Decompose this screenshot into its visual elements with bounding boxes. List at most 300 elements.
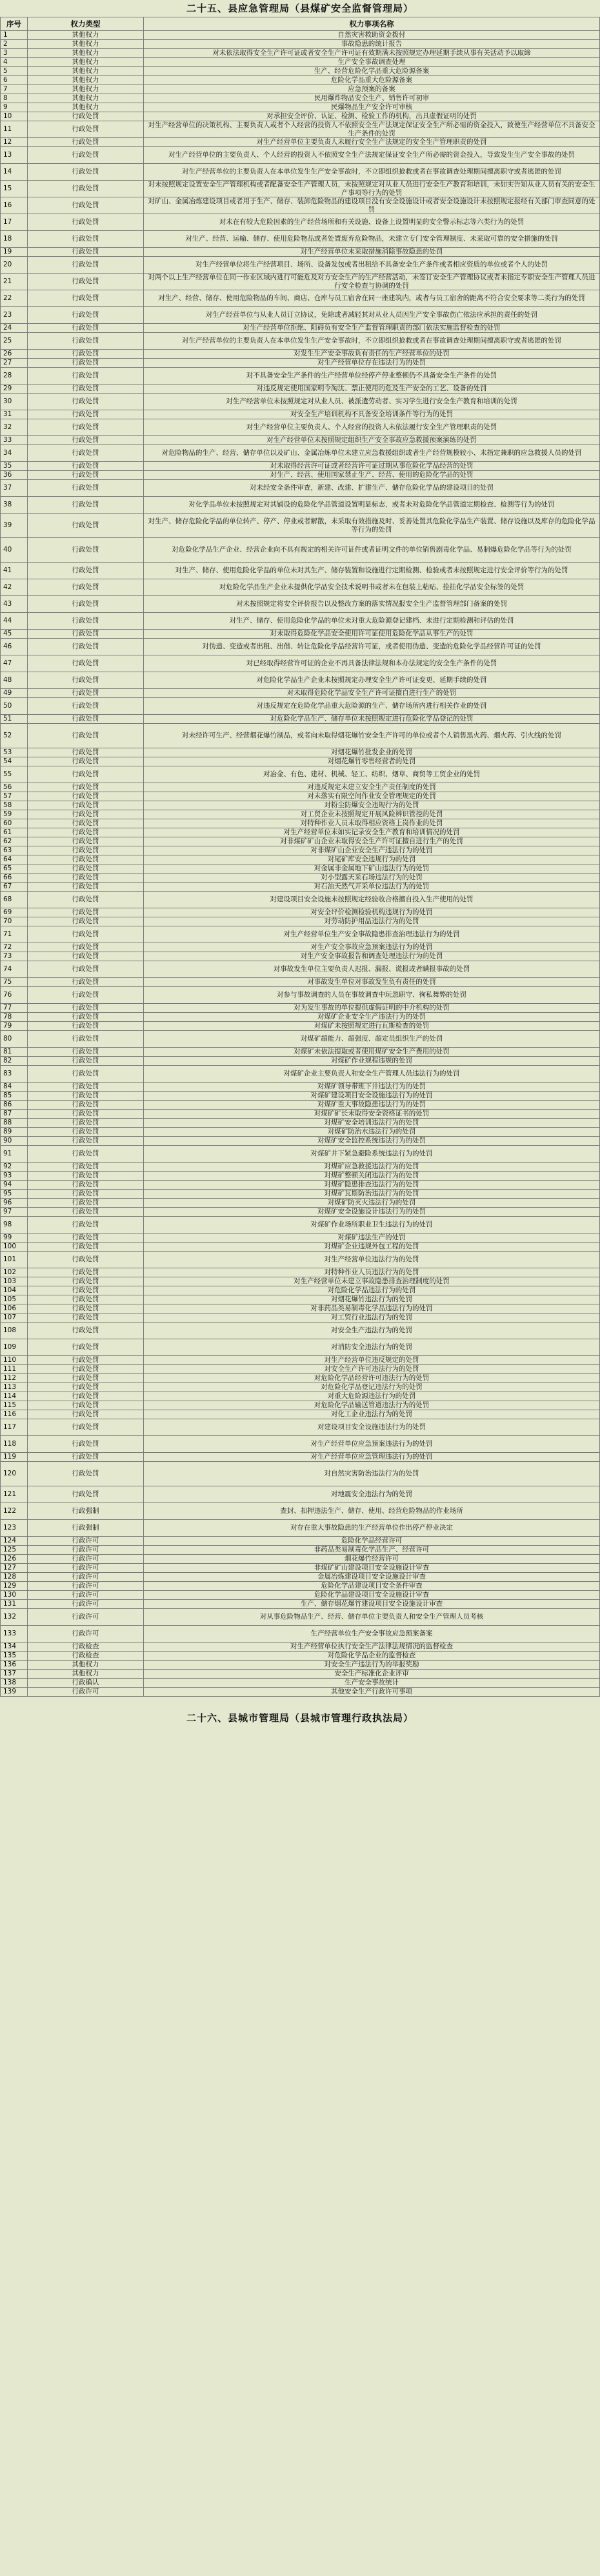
row-index: 113 (1, 1383, 28, 1392)
row-item-name: 对建设项目安全设施未按照规定经验收合格擅自投入生产使用的处罚 (144, 892, 600, 908)
row-item-name: 对煤矿安全监控系统违法行为的处罚 (144, 1137, 600, 1146)
row-power-type: 行政处罚 (28, 1410, 144, 1419)
row-item-name: 对生产经营单位的主要负责人在本单位发生生产安全事故时，不立即组织抢救或者在事故调查处理期间擅离职守或者逃匿的处罚 (144, 164, 600, 181)
row-power-type: 行政处罚 (28, 538, 144, 563)
table-row (1, 1564, 600, 1573)
row-power-type: 行政处罚 (28, 1101, 144, 1110)
table-row (1, 1101, 600, 1110)
row-power-type: 行政处罚 (28, 333, 144, 350)
row-item-name: 对重大危险源违法行为的处罚 (144, 1392, 600, 1401)
row-item-name: 对未在有较大危险因素的生产经营场所和有关设施、设备上设置明显的安全警示标志等六类行为的处罚 (144, 214, 600, 231)
row-item-name: 对危险化学品违法行为的处罚 (144, 1286, 600, 1295)
row-power-type: 行政处罚 (28, 1243, 144, 1252)
row-item-name: 对特种作业人员未取得相应资格上岗作业的处罚 (144, 819, 600, 828)
row-index: 85 (1, 1092, 28, 1101)
row-item-name: 对煤矿重大事故隐患违法行为的处罚 (144, 1101, 600, 1110)
row-index: 18 (1, 231, 28, 248)
row-power-type: 行政处罚 (28, 1295, 144, 1304)
table-row (1, 672, 600, 689)
row-item-name: 对从事危险物品生产、经营、储存单位主要负责人和安全生产管理人员考核 (144, 1609, 600, 1626)
row-index: 80 (1, 1031, 28, 1048)
table-row (1, 1642, 600, 1652)
row-item-name: 非煤矿矿山建设项目安全设施设计审查 (144, 1564, 600, 1573)
row-index: 43 (1, 596, 28, 613)
row-item-name: 事故隐患的统计报告 (144, 40, 600, 49)
row-index: 25 (1, 333, 28, 350)
row-item-name: 对未取得经营许可证或者经营许可证过期从事危险化学品经营的处罚 (144, 462, 600, 471)
row-item-name: 对生产经营单位应急管理违法行为的处罚 (144, 1453, 600, 1462)
row-item-name: 对生产经营单位违反规定的处罚 (144, 1356, 600, 1365)
row-power-type: 行政处罚 (28, 1181, 144, 1190)
row-index: 106 (1, 1304, 28, 1313)
table-row (1, 1057, 600, 1066)
row-power-type: 行政处罚 (28, 1083, 144, 1092)
row-item-name: 对生产安全事故应急预案违法行为的处罚 (144, 943, 600, 952)
row-index: 7 (1, 85, 28, 94)
row-index: 40 (1, 538, 28, 563)
row-index: 92 (1, 1163, 28, 1172)
row-power-type: 其他权力 (28, 103, 144, 112)
row-power-type: 行政处罚 (28, 290, 144, 307)
row-index: 44 (1, 613, 28, 630)
row-power-type: 行政处罚 (28, 1190, 144, 1199)
row-item-name: 对危险化学品生产企业、经营企业向不具有规定的相关许可证件或者证明文件的单位销售剧毒化学品、易制爆危险化学品等行为的处罚 (144, 538, 600, 563)
row-power-type: 行政处罚 (28, 908, 144, 917)
row-index: 90 (1, 1137, 28, 1146)
table-row (1, 613, 600, 630)
row-item-name: 查封、扣押违法生产、储存、使用、经营危险物品的作业场所 (144, 1503, 600, 1520)
row-index: 68 (1, 892, 28, 908)
row-index: 76 (1, 987, 28, 1004)
row-power-type: 行政处罚 (28, 596, 144, 613)
table-row (1, 1591, 600, 1600)
table-row (1, 917, 600, 926)
table-row (1, 1582, 600, 1591)
row-power-type: 行政处罚 (28, 1277, 144, 1286)
row-index: 9 (1, 103, 28, 112)
row-index: 71 (1, 926, 28, 943)
row-item-name: 对劳动防护用品违法行为的处罚 (144, 917, 600, 926)
row-index: 102 (1, 1268, 28, 1277)
row-power-type: 行政许可 (28, 1582, 144, 1591)
row-index: 135 (1, 1652, 28, 1661)
row-power-type: 行政处罚 (28, 1453, 144, 1462)
row-index: 98 (1, 1217, 28, 1233)
row-index: 56 (1, 783, 28, 792)
row-index: 67 (1, 883, 28, 892)
row-power-type: 行政处罚 (28, 783, 144, 792)
row-index: 94 (1, 1181, 28, 1190)
row-power-type: 行政处罚 (28, 1066, 144, 1083)
row-item-name: 对煤矿未按照规定进行瓦斯检查的处罚 (144, 1022, 600, 1031)
row-index: 82 (1, 1057, 28, 1066)
row-power-type: 行政处罚 (28, 672, 144, 689)
row-power-type: 其他权力 (28, 58, 144, 67)
row-item-name: 对生产经营单位未采取措施消除事故隐患的处罚 (144, 248, 600, 257)
row-power-type: 行政处罚 (28, 1048, 144, 1057)
row-index: 110 (1, 1356, 28, 1365)
row-item-name: 非药品类易制毒化学品生产、经营许可 (144, 1546, 600, 1555)
table-row (1, 1233, 600, 1243)
row-power-type: 行政处罚 (28, 1137, 144, 1146)
row-power-type: 行政处罚 (28, 164, 144, 181)
row-index: 74 (1, 961, 28, 978)
table-row (1, 1555, 600, 1564)
row-power-type: 行政处罚 (28, 419, 144, 436)
row-item-name: 对生产经营单位未如实记录安全生产教育和培训情况的处罚 (144, 828, 600, 837)
row-power-type: 行政许可 (28, 1600, 144, 1609)
row-power-type: 行政处罚 (28, 394, 144, 410)
row-power-type: 行政处罚 (28, 436, 144, 445)
row-power-type: 行政处罚 (28, 138, 144, 147)
table-row (1, 1128, 600, 1137)
row-index: 6 (1, 76, 28, 85)
table-row (1, 1626, 600, 1642)
row-power-type: 行政处罚 (28, 1419, 144, 1436)
section-title: 二十五、县应急管理局（县煤矿安全监督管理局） (186, 3, 414, 14)
row-index: 26 (1, 350, 28, 359)
row-index: 41 (1, 563, 28, 579)
row-item-name: 对生产、储存危险化学品的单位转产、停产、停业或者解散，未采取有效措施及时、妥善处置其危险化学品生产装置、储存设施以及库存的危险化学品等行为的处罚 (144, 514, 600, 538)
row-index: 104 (1, 1286, 28, 1295)
row-index: 52 (1, 724, 28, 748)
row-index: 54 (1, 757, 28, 766)
row-power-type: 行政处罚 (28, 1057, 144, 1066)
row-power-type: 行政处罚 (28, 639, 144, 655)
row-index: 117 (1, 1419, 28, 1436)
table-row (1, 164, 600, 181)
row-index: 58 (1, 801, 28, 810)
row-item-name: 对危险化学品登记违法行为的处罚 (144, 1383, 600, 1392)
row-item-name: 对生产安全事故报告和调查处理违法行为的处罚 (144, 952, 600, 961)
table-row (1, 810, 600, 819)
row-item-name: 对生产经营单位主要负责人、个人经营的投资人未依法履行安全生产管理职责的处罚 (144, 419, 600, 436)
row-power-type: 行政处罚 (28, 1022, 144, 1031)
table-row (1, 324, 600, 333)
row-item-name: 对为发生事故的单位提供虚假证明的中介机构的处罚 (144, 1004, 600, 1013)
row-power-type: 行政处罚 (28, 497, 144, 514)
table-row (1, 1031, 600, 1048)
row-index: 139 (1, 1688, 28, 1697)
row-item-name: 对生产、储存、使用危险化学品的单位未对重大危险源登记建档、未进行定期检测和评估的处罚 (144, 613, 600, 630)
row-index: 111 (1, 1365, 28, 1374)
row-power-type: 行政处罚 (28, 197, 144, 214)
row-index: 108 (1, 1323, 28, 1339)
row-index: 126 (1, 1555, 28, 1564)
row-item-name: 对化工企业违法行为的处罚 (144, 1410, 600, 1419)
row-item-name: 对煤矿安全培训违法行为的处罚 (144, 1119, 600, 1128)
row-power-type: 行政处罚 (28, 1163, 144, 1172)
row-power-type: 行政处罚 (28, 792, 144, 801)
row-item-name: 对生产、经营、储存、使用危险物品的车间、商店、仓库与员工宿舍在同一座建筑内，或者与员工宿舍的距离不符合安全要求等二类行为的处罚 (144, 290, 600, 307)
row-index: 61 (1, 828, 28, 837)
table-row (1, 1339, 600, 1356)
row-index: 66 (1, 874, 28, 883)
row-index: 109 (1, 1339, 28, 1356)
row-power-type: 行政许可 (28, 1688, 144, 1697)
row-power-type: 行政处罚 (28, 1172, 144, 1181)
table-row (1, 1520, 600, 1537)
row-power-type: 其他权力 (28, 1661, 144, 1670)
row-index: 116 (1, 1410, 28, 1419)
row-index: 73 (1, 952, 28, 961)
row-item-name: 对石油天然气开采单位违法行为的处罚 (144, 883, 600, 892)
table-row (1, 121, 600, 138)
row-power-type: 行政处罚 (28, 1110, 144, 1119)
row-power-type: 行政处罚 (28, 231, 144, 248)
row-power-type: 行政强制 (28, 1503, 144, 1520)
table-row (1, 1190, 600, 1199)
row-power-type: 行政处罚 (28, 274, 144, 290)
row-item-name: 对生产经营单位拒绝、阻碍负有安全生产监督管理职责的部门依法实施监督检查的处罚 (144, 324, 600, 333)
table-row (1, 1383, 600, 1392)
row-index: 128 (1, 1573, 28, 1582)
row-index: 24 (1, 324, 28, 333)
row-index: 91 (1, 1146, 28, 1163)
table-row (1, 359, 600, 368)
row-power-type: 其他权力 (28, 40, 144, 49)
row-index: 136 (1, 1661, 28, 1670)
row-power-type: 行政处罚 (28, 943, 144, 952)
row-index: 129 (1, 1582, 28, 1591)
row-index: 79 (1, 1022, 28, 1031)
row-item-name: 对煤矿未依法提取或者使用煤矿安全生产费用的处罚 (144, 1048, 600, 1057)
row-index: 123 (1, 1520, 28, 1537)
row-index: 4 (1, 58, 28, 67)
row-item-name: 对烟花爆竹违法行为的处罚 (144, 1295, 600, 1304)
table-row (1, 655, 600, 672)
row-power-type: 行政处罚 (28, 462, 144, 471)
row-power-type: 行政处罚 (28, 978, 144, 987)
table-row (1, 1313, 600, 1323)
row-item-name: 对生产经营单位的主要负责人、个人经营的投资人不依照安全生产法规定保证安全生产所必需的资金投入，导致发生生产安全事故的处罚 (144, 147, 600, 164)
table-row (1, 1066, 600, 1083)
row-index: 124 (1, 1537, 28, 1546)
table-row (1, 497, 600, 514)
row-item-name: 对生产经营单位与从业人员订立协议，免除或者减轻其对从业人员因生产安全事故伤亡依法应承担的责任的处罚 (144, 307, 600, 324)
row-item-name: 对危险化学品生产企业未按照规定办理安全生产许可证变更、延期手续的处罚 (144, 672, 600, 689)
table-row (1, 419, 600, 436)
row-power-type: 行政许可 (28, 1564, 144, 1573)
row-index: 27 (1, 359, 28, 368)
row-item-name: 对危险物品的生产、经营、储存单位以及矿山、金属冶炼单位未建立应急救援组织或者生产经营规模较小、未指定兼职的应急救援人员的处罚 (144, 445, 600, 462)
row-power-type: 行政处罚 (28, 952, 144, 961)
row-power-type: 行政处罚 (28, 1323, 144, 1339)
table-row (1, 76, 600, 85)
table-row (1, 828, 600, 837)
row-index: 50 (1, 698, 28, 715)
row-item-name: 危险化学品重大危险源备案 (144, 76, 600, 85)
row-item-name: 对不具备安全生产条件的生产经营单位经停产停业整顿仍不具备安全生产条件的处罚 (144, 368, 600, 384)
row-power-type: 其他权力 (28, 49, 144, 58)
table-row (1, 883, 600, 892)
table-row (1, 103, 600, 112)
row-item-name: 其他安全生产行政许可事项 (144, 1688, 600, 1697)
row-index: 97 (1, 1208, 28, 1217)
table-row (1, 1268, 600, 1277)
row-power-type: 行政处罚 (28, 480, 144, 497)
row-index: 132 (1, 1609, 28, 1626)
row-power-type: 行政处罚 (28, 855, 144, 864)
row-power-type: 行政处罚 (28, 715, 144, 724)
row-item-name: 对非煤矿山企业安全生产违法行为的处罚 (144, 846, 600, 855)
row-power-type: 行政处罚 (28, 1383, 144, 1392)
row-item-name: 对工贸企业未按照规定开展风险辨识管控的处罚 (144, 810, 600, 819)
row-index: 10 (1, 112, 28, 121)
row-index: 30 (1, 394, 28, 410)
table-row (1, 257, 600, 274)
table-row (1, 926, 600, 943)
row-index: 75 (1, 978, 28, 987)
table-row (1, 1537, 600, 1546)
row-index: 96 (1, 1199, 28, 1208)
row-index: 57 (1, 792, 28, 801)
row-item-name: 对事故发生单位主要负责人迟报、漏报、谎报或者瞒报事故的处罚 (144, 961, 600, 978)
table-row (1, 1419, 600, 1436)
table-row (1, 943, 600, 952)
table-row (1, 514, 600, 538)
row-item-name: 生产安全事故调查处理 (144, 58, 600, 67)
row-power-type: 行政处罚 (28, 810, 144, 819)
table-row (1, 908, 600, 917)
row-index: 33 (1, 436, 28, 445)
row-item-name: 对生产经营单位主要负责人未履行安全生产法规定的安全生产管理职责的处罚 (144, 138, 600, 147)
row-index: 101 (1, 1252, 28, 1268)
table-row (1, 1048, 600, 1057)
table-body (1, 31, 600, 1697)
row-index: 69 (1, 908, 28, 917)
row-item-name: 对工贸行业违法行为的处罚 (144, 1313, 600, 1323)
row-power-type: 行政处罚 (28, 324, 144, 333)
row-power-type: 行政处罚 (28, 1119, 144, 1128)
row-power-type: 行政处罚 (28, 1313, 144, 1323)
row-index: 72 (1, 943, 28, 952)
row-index: 137 (1, 1670, 28, 1679)
row-power-type: 行政处罚 (28, 698, 144, 715)
row-power-type: 行政处罚 (28, 1401, 144, 1410)
row-index: 134 (1, 1642, 28, 1652)
row-index: 63 (1, 846, 28, 855)
row-power-type: 行政确认 (28, 1679, 144, 1688)
table-row (1, 766, 600, 783)
row-item-name: 对煤矿作业规程违规的处罚 (144, 1057, 600, 1066)
row-item-name: 对煤矿整顿关闭违法行为的处罚 (144, 1172, 600, 1181)
row-index: 45 (1, 630, 28, 639)
table-row (1, 1022, 600, 1031)
row-power-type: 行政处罚 (28, 514, 144, 538)
row-index: 70 (1, 917, 28, 926)
row-index: 29 (1, 384, 28, 394)
row-power-type: 行政处罚 (28, 1268, 144, 1277)
row-index: 127 (1, 1564, 28, 1573)
row-index: 3 (1, 49, 28, 58)
table-row (1, 462, 600, 471)
row-index: 59 (1, 810, 28, 819)
row-power-type: 行政处罚 (28, 883, 144, 892)
row-item-name: 生产经营单位生产安全事故应急预案备案 (144, 1626, 600, 1642)
table-row (1, 67, 600, 76)
table-row (1, 274, 600, 290)
table-row (1, 987, 600, 1004)
table-row (1, 290, 600, 307)
row-item-name: 对危险化学品经营许可违法行为的处罚 (144, 1374, 600, 1383)
row-power-type: 行政处罚 (28, 689, 144, 698)
row-power-type: 行政处罚 (28, 1392, 144, 1401)
row-index: 122 (1, 1503, 28, 1520)
row-power-type: 行政处罚 (28, 917, 144, 926)
row-index: 120 (1, 1462, 28, 1486)
table-row (1, 698, 600, 715)
row-power-type: 行政处罚 (28, 1304, 144, 1313)
row-power-type: 行政处罚 (28, 445, 144, 462)
row-item-name: 对煤矿作业场所职业卫生违法行为的处罚 (144, 1217, 600, 1233)
row-power-type: 行政处罚 (28, 410, 144, 419)
row-index: 21 (1, 274, 28, 290)
table-row (1, 1295, 600, 1304)
row-item-name: 对煤矿瓦斯防治违法行为的处罚 (144, 1190, 600, 1199)
row-index: 36 (1, 471, 28, 480)
row-index: 16 (1, 197, 28, 214)
row-item-name: 对安全生产培训机构不具备安全培训条件等行为的处罚 (144, 410, 600, 419)
table-row (1, 1208, 600, 1217)
table-row (1, 1304, 600, 1313)
table-row (1, 1600, 600, 1609)
next-section-title: 二十六、县城市管理局（县城市管理行政执法局） (186, 1712, 414, 1724)
row-item-name: 对生产、经营、使用国家禁止生产、经营、使用的危险化学品的处罚 (144, 471, 600, 480)
row-item-name: 危险化学品建设项目安全条件审查 (144, 1582, 600, 1591)
row-index: 23 (1, 307, 28, 324)
row-item-name: 对违反规定在危险化学品重大危险源的生产、储存场所内进行相关作业的处罚 (144, 698, 600, 715)
row-index: 62 (1, 837, 28, 846)
row-index: 49 (1, 689, 28, 698)
row-power-type: 行政处罚 (28, 748, 144, 757)
row-power-type: 行政处罚 (28, 1339, 144, 1356)
row-item-name: 对金属非金属地下矿山违法行为的处罚 (144, 864, 600, 874)
table-header-row (1, 17, 600, 31)
row-item-name: 对生产经营单位执行安全生产法律法规情况的监督检查 (144, 1642, 600, 1652)
table-row (1, 85, 600, 94)
row-item-name: 对烟花爆竹批发企业的处罚 (144, 748, 600, 757)
table-row (1, 436, 600, 445)
table-row (1, 837, 600, 846)
row-power-type: 行政处罚 (28, 630, 144, 639)
row-item-name: 对非药品类易制毒化学品违法行为的处罚 (144, 1304, 600, 1313)
table-row (1, 1110, 600, 1119)
row-power-type: 行政处罚 (28, 579, 144, 596)
table-row (1, 49, 600, 58)
table-row (1, 368, 600, 384)
table-row (1, 1243, 600, 1252)
row-power-type: 行政处罚 (28, 1486, 144, 1503)
table-row (1, 1546, 600, 1555)
row-power-type: 行政处罚 (28, 359, 144, 368)
row-item-name: 民爆物品生产安全许可审核 (144, 103, 600, 112)
row-index: 5 (1, 67, 28, 76)
table-row (1, 112, 600, 121)
row-index: 20 (1, 257, 28, 274)
row-item-name: 对未依法取得安全生产许可证或者安全生产许可证有效期满未按照规定办理延期手续从事有关活动予以取缔 (144, 49, 600, 58)
row-index: 99 (1, 1233, 28, 1243)
row-item-name: 对地震安全违法行为的处罚 (144, 1486, 600, 1503)
row-item-name: 应急预案的备案 (144, 85, 600, 94)
table-row (1, 724, 600, 748)
row-index: 60 (1, 819, 28, 828)
row-index: 88 (1, 1119, 28, 1128)
row-index: 118 (1, 1436, 28, 1453)
row-index: 39 (1, 514, 28, 538)
row-power-type: 行政处罚 (28, 214, 144, 231)
table-row (1, 1092, 600, 1101)
